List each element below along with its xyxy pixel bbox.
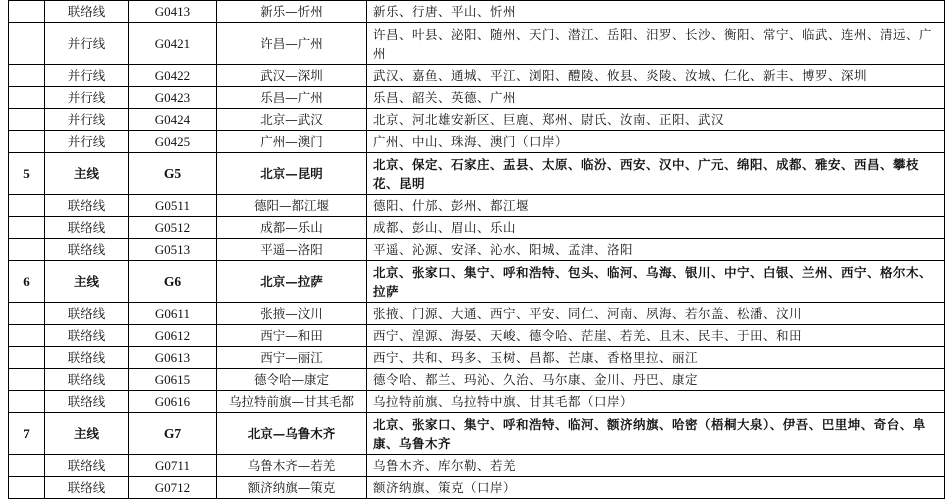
route-cities-cell: 德令哈、都兰、玛沁、久治、马尔康、金川、丹巴、康定 bbox=[367, 369, 945, 391]
route-cities-cell: 西宁、共和、玛多、玉树、昌都、芒康、香格里拉、丽江 bbox=[367, 347, 945, 369]
route-type-cell: 联络线 bbox=[45, 303, 129, 325]
route-name-cell: 乌鲁木齐—若羌 bbox=[217, 455, 367, 477]
route-number-cell bbox=[9, 217, 45, 239]
route-code-cell: G0613 bbox=[129, 347, 217, 369]
expressway-route-table bbox=[8, 0, 945, 499]
branch-route-row bbox=[9, 87, 945, 109]
route-type-cell: 主线 bbox=[45, 153, 129, 195]
route-name-cell: 乐昌—广州 bbox=[217, 87, 367, 109]
route-type-cell: 联络线 bbox=[45, 477, 129, 499]
main-route-row bbox=[9, 261, 945, 303]
route-cities-cell: 西宁、湟源、海晏、天峻、德令哈、茫崖、若羌、且末、民丰、于田、和田 bbox=[367, 325, 945, 347]
route-type-cell: 并行线 bbox=[45, 131, 129, 153]
route-code-cell: G0615 bbox=[129, 369, 217, 391]
route-code-cell: G0612 bbox=[129, 325, 217, 347]
branch-route-row bbox=[9, 391, 945, 413]
route-number-cell bbox=[9, 87, 45, 109]
route-cities-cell: 北京、河北雄安新区、巨鹿、郑州、尉氏、汝南、正阳、武汉 bbox=[367, 109, 945, 131]
route-type-cell: 并行线 bbox=[45, 109, 129, 131]
branch-route-row bbox=[9, 455, 945, 477]
route-name-cell: 北京—乌鲁木齐 bbox=[217, 413, 367, 455]
route-code-cell: G0423 bbox=[129, 87, 217, 109]
route-type-cell: 联络线 bbox=[45, 347, 129, 369]
route-type-cell: 联络线 bbox=[45, 217, 129, 239]
route-cities-cell: 平遥、沁源、安泽、沁水、阳城、孟津、洛阳 bbox=[367, 239, 945, 261]
route-type-cell: 并行线 bbox=[45, 23, 129, 65]
route-name-cell: 德令哈—康定 bbox=[217, 369, 367, 391]
branch-route-row bbox=[9, 195, 945, 217]
route-number-cell bbox=[9, 131, 45, 153]
route-code-cell: G0421 bbox=[129, 23, 217, 65]
branch-route-row bbox=[9, 109, 945, 131]
table-body bbox=[9, 1, 945, 499]
branch-route-row bbox=[9, 239, 945, 261]
route-cities-cell: 北京、张家口、集宁、呼和浩特、包头、临河、乌海、银川、中宁、白银、兰州、西宁、格尔木、拉萨 bbox=[367, 261, 945, 303]
route-cities-cell: 武汉、嘉鱼、通城、平江、浏阳、醴陵、攸县、炎陵、汝城、仁化、新丰、博罗、深圳 bbox=[367, 65, 945, 87]
route-number-cell: 5 bbox=[9, 153, 45, 195]
branch-route-row bbox=[9, 303, 945, 325]
route-number-cell bbox=[9, 1, 45, 23]
branch-route-row bbox=[9, 131, 945, 153]
route-code-cell: G0711 bbox=[129, 455, 217, 477]
route-number-cell bbox=[9, 195, 45, 217]
branch-route-row bbox=[9, 23, 945, 65]
route-type-cell: 并行线 bbox=[45, 87, 129, 109]
route-code-cell: G0422 bbox=[129, 65, 217, 87]
route-code-cell: G0413 bbox=[129, 1, 217, 23]
route-number-cell bbox=[9, 23, 45, 65]
route-cities-cell: 北京、张家口、集宁、呼和浩特、临河、额济纳旗、哈密（梧桐大泉）、伊吾、巴里坤、奇台、阜康、乌鲁木齐 bbox=[367, 413, 945, 455]
route-code-cell: G6 bbox=[129, 261, 217, 303]
route-code-cell: G0712 bbox=[129, 477, 217, 499]
route-name-cell: 乌拉特前旗—甘其毛都 bbox=[217, 391, 367, 413]
route-number-cell: 6 bbox=[9, 261, 45, 303]
route-name-cell: 成都—乐山 bbox=[217, 217, 367, 239]
route-number-cell bbox=[9, 303, 45, 325]
route-number-cell bbox=[9, 65, 45, 87]
route-name-cell: 武汉—深圳 bbox=[217, 65, 367, 87]
route-number-cell bbox=[9, 109, 45, 131]
route-type-cell: 主线 bbox=[45, 261, 129, 303]
route-name-cell: 北京—武汉 bbox=[217, 109, 367, 131]
route-number-cell bbox=[9, 239, 45, 261]
route-type-cell: 主线 bbox=[45, 413, 129, 455]
route-number-cell bbox=[9, 369, 45, 391]
route-name-cell: 北京—昆明 bbox=[217, 153, 367, 195]
route-type-cell: 联络线 bbox=[45, 239, 129, 261]
route-cities-cell: 乐昌、韶关、英德、广州 bbox=[367, 87, 945, 109]
route-name-cell: 德阳—都江堰 bbox=[217, 195, 367, 217]
route-name-cell: 北京—拉萨 bbox=[217, 261, 367, 303]
route-code-cell: G7 bbox=[129, 413, 217, 455]
route-type-cell: 联络线 bbox=[45, 1, 129, 23]
branch-route-row bbox=[9, 477, 945, 499]
route-cities-cell: 德阳、什邡、彭州、都江堰 bbox=[367, 195, 945, 217]
route-type-cell: 联络线 bbox=[45, 455, 129, 477]
route-type-cell: 联络线 bbox=[45, 195, 129, 217]
main-route-row bbox=[9, 153, 945, 195]
route-code-cell: G5 bbox=[129, 153, 217, 195]
route-cities-cell: 成都、彭山、眉山、乐山 bbox=[367, 217, 945, 239]
route-cities-cell: 广州、中山、珠海、澳门（口岸） bbox=[367, 131, 945, 153]
route-type-cell: 并行线 bbox=[45, 65, 129, 87]
route-number-cell bbox=[9, 325, 45, 347]
route-number-cell bbox=[9, 477, 45, 499]
branch-route-row bbox=[9, 1, 945, 23]
route-cities-cell: 新乐、行唐、平山、忻州 bbox=[367, 1, 945, 23]
route-name-cell: 平遥—洛阳 bbox=[217, 239, 367, 261]
route-code-cell: G0513 bbox=[129, 239, 217, 261]
route-cities-cell: 乌拉特前旗、乌拉特中旗、甘其毛都（口岸） bbox=[367, 391, 945, 413]
route-name-cell: 张掖—汶川 bbox=[217, 303, 367, 325]
route-code-cell: G0425 bbox=[129, 131, 217, 153]
route-number-cell bbox=[9, 347, 45, 369]
branch-route-row bbox=[9, 325, 945, 347]
route-code-cell: G0512 bbox=[129, 217, 217, 239]
branch-route-row bbox=[9, 369, 945, 391]
route-number-cell bbox=[9, 391, 45, 413]
branch-route-row bbox=[9, 65, 945, 87]
branch-route-row bbox=[9, 217, 945, 239]
branch-route-row bbox=[9, 347, 945, 369]
route-code-cell: G0616 bbox=[129, 391, 217, 413]
route-name-cell: 额济纳旗—策克 bbox=[217, 477, 367, 499]
route-name-cell: 西宁—丽江 bbox=[217, 347, 367, 369]
route-number-cell: 7 bbox=[9, 413, 45, 455]
route-type-cell: 联络线 bbox=[45, 325, 129, 347]
route-cities-cell: 北京、保定、石家庄、盂县、太原、临汾、西安、汉中、广元、绵阳、成都、雅安、西昌、攀枝花、昆明 bbox=[367, 153, 945, 195]
route-type-cell: 联络线 bbox=[45, 391, 129, 413]
route-cities-cell: 乌鲁木齐、库尔勒、若羌 bbox=[367, 455, 945, 477]
route-type-cell: 联络线 bbox=[45, 369, 129, 391]
route-number-cell bbox=[9, 455, 45, 477]
route-cities-cell: 额济纳旗、策克（口岸） bbox=[367, 477, 945, 499]
route-code-cell: G0611 bbox=[129, 303, 217, 325]
route-code-cell: G0424 bbox=[129, 109, 217, 131]
route-name-cell: 广州—澳门 bbox=[217, 131, 367, 153]
route-cities-cell: 张掖、门源、大通、西宁、平安、同仁、河南、夙海、若尔盖、松潘、汶川 bbox=[367, 303, 945, 325]
main-route-row bbox=[9, 413, 945, 455]
route-name-cell: 许昌—广州 bbox=[217, 23, 367, 65]
route-name-cell: 新乐—忻州 bbox=[217, 1, 367, 23]
route-cities-cell: 许昌、叶县、泌阳、随州、天门、潜江、岳阳、汨罗、长沙、衡阳、常宁、临武、连州、清远、广州 bbox=[367, 23, 945, 65]
route-name-cell: 西宁—和田 bbox=[217, 325, 367, 347]
route-code-cell: G0511 bbox=[129, 195, 217, 217]
